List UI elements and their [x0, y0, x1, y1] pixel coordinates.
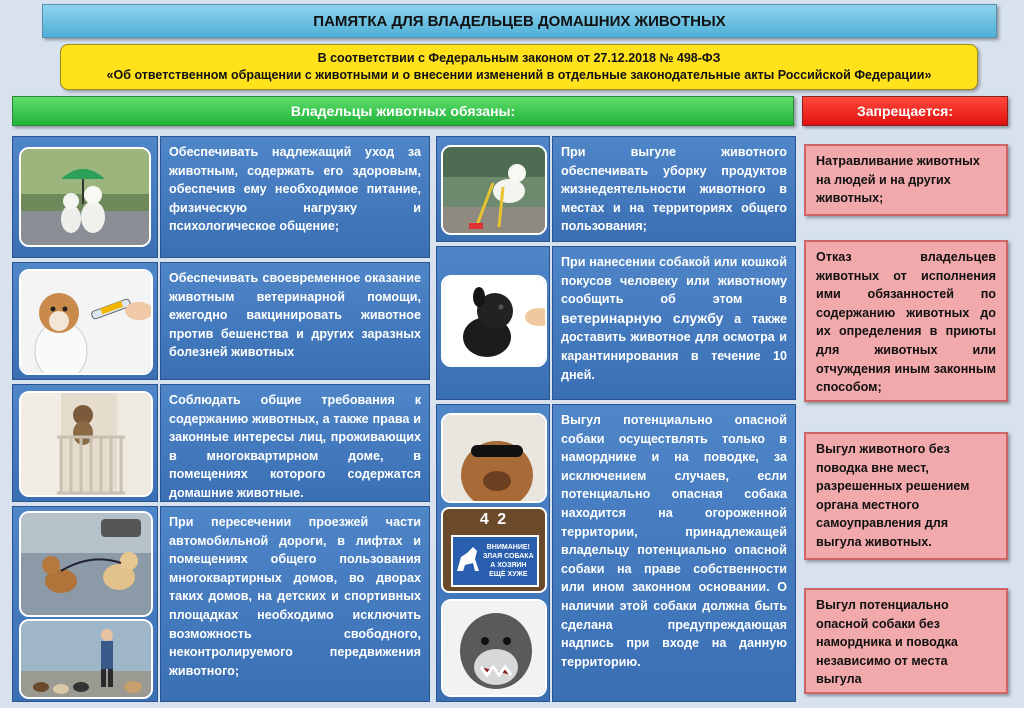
- dogs-on-leash-photo: [19, 511, 153, 617]
- vaccination-photo: [19, 269, 153, 375]
- law-line-1: В соответствии с Федеральным законом от 27.12.2018 № 498-ФЗ: [317, 51, 721, 65]
- photo-panel-walking: [12, 506, 158, 702]
- obligation-bite-report: [552, 246, 796, 400]
- obligation-care: [160, 136, 430, 258]
- page-title: ПАМЯТКА ДЛЯ ВЛАДЕЛЬЦЕВ ДОМАШНИХ ЖИВОТНЫХ: [42, 4, 997, 38]
- puppy-icon: [443, 277, 547, 367]
- photo-panel-bite: [436, 246, 550, 400]
- dog-sunglasses-icon: [443, 415, 547, 503]
- dog-silhouette-icon: [453, 541, 483, 581]
- obligation-public-places: [160, 506, 430, 702]
- law-line-2: «Об ответственном обращении с животными и о внесении изменений в отдельные законодательные акты Российской Федерации»: [106, 68, 932, 82]
- dogs-umbrella-photo: [19, 147, 151, 247]
- dog-walker-photo: [19, 619, 153, 699]
- prohibited-item-3: [804, 432, 1008, 560]
- dog-gate-icon: [21, 393, 153, 497]
- obligation-cleanup: [552, 136, 796, 242]
- prohibited-heading: Запрещается:: [802, 96, 1008, 126]
- prohibited-item-2: [804, 240, 1008, 402]
- prohibited-item-1: [804, 144, 1008, 216]
- obligation-housing: [160, 384, 430, 502]
- bite-text-part-1: При нанесении собакой или кошкой покусов человеку или животному сообщить об этом в: [561, 255, 787, 307]
- prohibited-item-4-text: Выгул потенциально опасной собаки без намордника и поводка независимо от места выгула: [816, 598, 958, 687]
- vet-service-highlight: ветеринарную службу: [561, 309, 724, 326]
- obligation-public-places-text: При пересечении проезжей части автомобильной дороги, в лифтах и помещениях общего пользования многоквартирных домов, во дворах таких домов, на детских и спортивных площадках необходимо исключить возможность свободного, неконтролируемого передвижения животного;: [169, 515, 421, 678]
- sign-line-2: ЗЛАЯ СОБАКА: [483, 553, 534, 560]
- dog-gate-photo: [19, 391, 153, 497]
- photo-panel-dangerous-dog: [436, 404, 550, 702]
- dog-broom-icon: [443, 147, 547, 235]
- law-reference: [60, 44, 978, 90]
- sign-line-4: ЕЩЁ ХУЖЕ: [489, 571, 528, 578]
- photo-panel-care: [12, 136, 158, 258]
- obligations-heading: Владельцы животных обязаны:: [12, 96, 794, 126]
- dog-cleanup-photo: [441, 145, 547, 235]
- dog-walker-icon: [21, 621, 153, 699]
- prohibited-item-2-text: Отказ владельцев животных от исполнения ими обязанностей по содержанию животных до их определения в приюты для животных или отчуждения иным законным способом;: [816, 250, 996, 395]
- obligation-dangerous-dog-text: Выгул потенциально опасной собаки осуществлять только в наморднике и на поводке, за исключением случаев, если потенциально опасная собака находится на огороженной территории, принадлежащей владельцу потенциально опасной собаки на праве собственности или ином законном основании. О наличии этой собаки должна быть сделана предупреждающая надпись при входе на данную территорию.: [561, 413, 787, 669]
- angry-dog-photo: [441, 599, 547, 697]
- obligation-vet-text: Обеспечивать своевременное оказание животным ветеринарной помощи, ежегодно вакцинировать животное против бешенства и других заразных болезней животных: [169, 271, 421, 360]
- dogs-on-leash-icon: [21, 513, 153, 617]
- dog-sunglasses-photo: [441, 413, 547, 503]
- warning-sign: [441, 507, 547, 593]
- prohibited-item-3-text: Выгул животного без поводка вне мест, разрешенных решением органа местного самоуправления для выгула животных.: [816, 442, 970, 549]
- photo-panel-housing: [12, 384, 158, 502]
- obligation-vet: [160, 262, 430, 380]
- bite-text-part-2: а также доставить животное для осмотра и карантинирования в течение 10 дней.: [561, 311, 787, 382]
- obligation-care-text: Обеспечивать надлежащий уход за животным, содержать его здоровым, обеспечив ему необходимое питание, физическую нагрузку и психологическое общение;: [169, 145, 421, 234]
- photo-panel-vet: [12, 262, 158, 380]
- angry-dog-icon: [443, 601, 547, 697]
- syringe-dog-icon: [21, 271, 153, 375]
- sign-line-1: ВНИМАНИЕ!: [486, 544, 530, 551]
- prohibited-item-4: [804, 588, 1008, 694]
- sign-line-3: А ХОЗЯИН: [490, 562, 527, 569]
- prohibited-item-1-text: Натравливание животных на людей и на других животных;: [816, 154, 980, 206]
- photo-panel-cleanup: [436, 136, 550, 242]
- obligation-cleanup-text: При выгуле животного обеспечивать уборку продуктов жизнедеятельности животного в местах и на территориях общего пользования;: [561, 145, 787, 234]
- obligation-bite-report-text: [553, 247, 795, 384]
- obligation-dangerous-dog: [552, 404, 796, 702]
- dogs-umbrella-icon: [21, 149, 151, 247]
- puppy-bite-photo: [441, 275, 547, 367]
- sign-plate: [451, 535, 539, 587]
- house-number: 4 2: [479, 511, 509, 528]
- obligation-housing-text: Соблюдать общие требования к содержанию животных, а также права и законные интересы лиц, проживающих в многоквартирном доме, в помещениях которого содержатся домашние животные.: [169, 393, 421, 500]
